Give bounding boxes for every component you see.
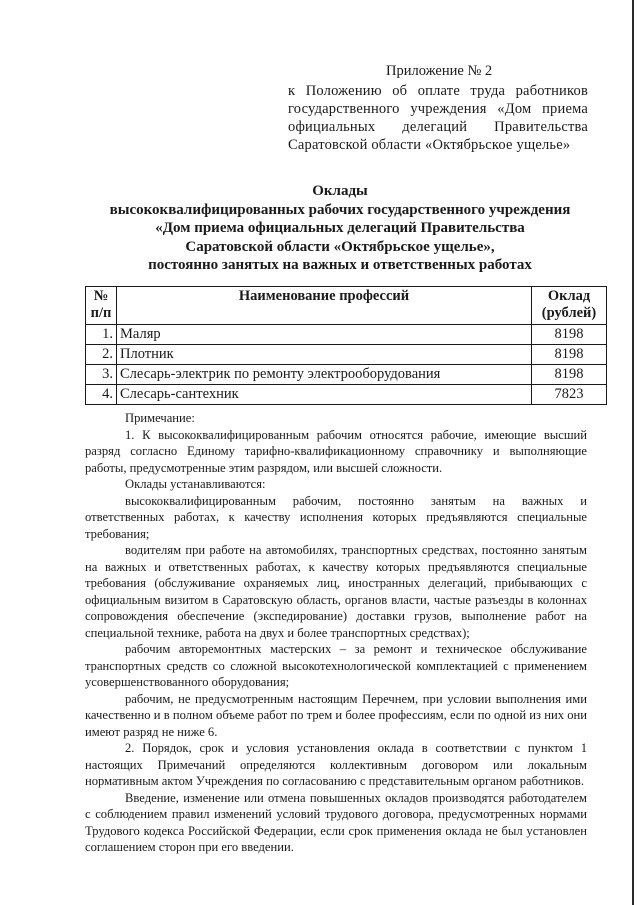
title-line: Оклады <box>312 183 368 199</box>
row-profession: Маляр <box>117 325 532 345</box>
row-profession: Слесарь-сантехник <box>117 385 532 405</box>
notes-heading: Примечание: <box>125 411 195 425</box>
note-paragraph: Оклады устанавливаются: <box>125 477 266 491</box>
row-profession: Плотник <box>117 345 532 365</box>
appendix-reference: к Положению об оплате труда работников государственного учреждения «Дом приема официальных делегаций Правительства Саратовской области «Октябрьское ущелье» <box>288 83 588 153</box>
note-paragraph: рабочим авторемонтных мастерских – за ремонт и техническое обслуживание транспортных средств со сложной высокотехнологической комплектацией с применением усовершенствованного оборудования; <box>85 642 587 689</box>
note-paragraph: 1. К высококвалифицированным рабочим относятся рабочие, имеющие высший разряд согласно Единому тарифно-квалификационному справочнику и выполняющие работы, предусмотренные этим разрядом, или высшей сложности. <box>85 427 587 475</box>
row-salary: 7823 <box>532 385 607 405</box>
note-paragraph: водителям при работе на автомобилях, транспортных средствах, постоянно занятым на важных и ответственных работах, к качеству которых предъявляются специальные требования (обслуживание охраняемых лиц, иностранных делегаций, прибывающих с официальным визитом в Саратовскую область, органов власти, частые разъезды в колоннах сопровождения обеспечение (экспедирование) доставки грузов, выполнение работ на специальной технике, работа на двух и более транспортных средствах); <box>85 543 587 640</box>
table-row <box>86 385 607 405</box>
document-title <box>80 182 600 275</box>
header-salary-line1: Оклад <box>547 288 591 304</box>
table-header-row <box>86 287 607 325</box>
note-paragraph: 2. Порядок, срок и условия установления оклада в соответствии с пунктом 1 настоящих Примечаний определяются коллективным договором или локальным нормативным актом Учреждения по согласованию с представительным органом работников. <box>85 741 587 788</box>
appendix-number: Приложение № 2 <box>386 63 493 79</box>
note-paragraph: рабочим, не предусмотренным настоящим Перечнем, при условии выполнения ими качественно и в полном объеме работ по трем и более профессиям, если по одной из них они имеют разряд не ниже 6. <box>85 691 587 739</box>
header-salary-line2: (рублей) <box>541 305 597 321</box>
header-num <box>86 287 117 325</box>
row-profession: Слесарь-электрик по ремонту электрооборудования <box>117 365 532 385</box>
appendix-block <box>288 62 588 154</box>
title-line: высококвалифицированных рабочих государственного учреждения <box>109 201 571 218</box>
header-salary <box>532 287 607 325</box>
row-salary: 8198 <box>532 365 607 385</box>
row-salary: 8198 <box>532 325 607 345</box>
header-num-line1: № <box>93 288 109 304</box>
table-row <box>86 325 607 345</box>
table-row <box>86 365 607 385</box>
row-num: 1. <box>86 325 117 345</box>
header-name: Наименование профессий <box>117 287 532 325</box>
note-paragraph: Введение, изменение или отмена повышенных окладов производятся работодателем с соблюдением правил изменений условий трудового договора, предусмотренных нормами Трудового кодекса Российской Федерации, если срок применения оклада не был установлен соглашением сторон при его введении. <box>85 790 587 854</box>
salary-table <box>85 286 607 405</box>
row-salary: 8198 <box>532 345 607 365</box>
notes-section <box>85 410 587 856</box>
note-paragraph: высококвалифицированным рабочим, постоянно занятым на важных и ответственных работах, к качеству исполнения которых предъявляются специальные требования; <box>85 493 587 541</box>
scan-edge-line <box>632 0 634 905</box>
header-num-line2: п/п <box>90 305 112 321</box>
title-line: «Дом приема официальных делегаций Правительства <box>155 220 525 236</box>
title-line: постоянно занятых на важных и ответственных работах <box>148 257 532 273</box>
title-line: Саратовской области «Октябрьское ущелье», <box>185 238 495 255</box>
table-row <box>86 345 607 365</box>
row-num: 3. <box>86 365 117 385</box>
row-num: 4. <box>86 385 117 405</box>
row-num: 2. <box>86 345 117 365</box>
